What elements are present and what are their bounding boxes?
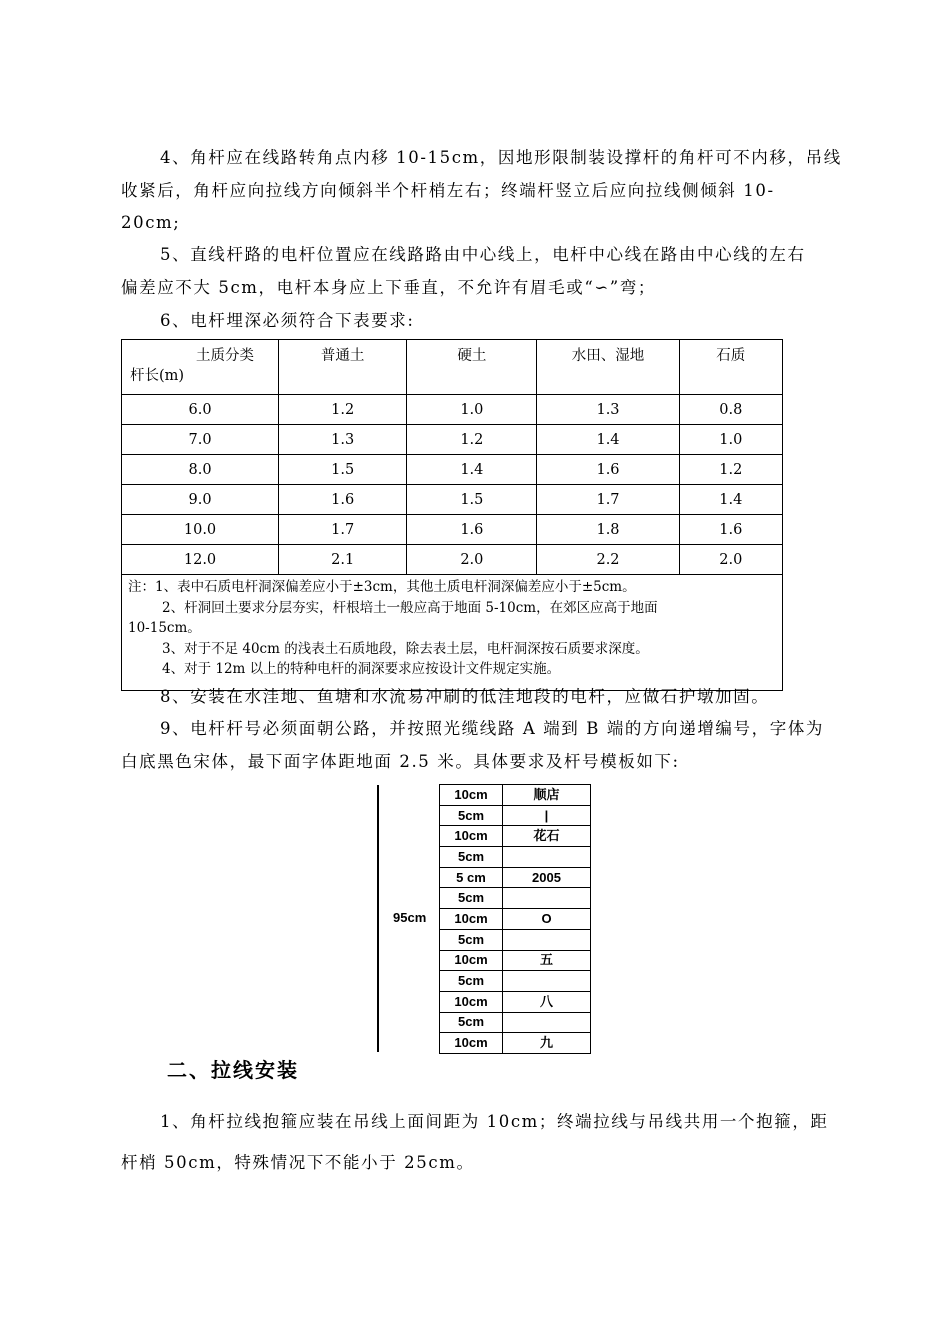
column-header: 普通土 bbox=[279, 340, 407, 395]
pole-length-cell: 6.0 bbox=[122, 395, 279, 425]
pole-length-cell: 8.0 bbox=[122, 455, 279, 485]
template-text bbox=[503, 929, 591, 950]
column-header: 硬土 bbox=[407, 340, 537, 395]
depth-cell: 1.3 bbox=[279, 425, 407, 455]
template-size: 10cm bbox=[440, 991, 503, 1012]
column-header: 石质 bbox=[679, 340, 782, 395]
depth-cell: 2.0 bbox=[679, 545, 782, 575]
para-8-line1: 8、安装在水洼地、鱼塘和水流易冲刷的低洼地段的电杆，应做石护墩加固。 bbox=[160, 687, 770, 706]
pole-length-cell: 12.0 bbox=[122, 545, 279, 575]
template-size: 5 cm bbox=[440, 867, 503, 888]
depth-cell: 1.8 bbox=[537, 515, 679, 545]
depth-cell: 1.3 bbox=[537, 395, 679, 425]
table-notes-row bbox=[122, 575, 783, 691]
depth-cell: 1.2 bbox=[679, 455, 782, 485]
template-text: 2005 bbox=[503, 867, 591, 888]
template-size: 5cm bbox=[440, 929, 503, 950]
template-text bbox=[503, 888, 591, 909]
depth-cell: 2.0 bbox=[407, 545, 537, 575]
template-text: 八 bbox=[503, 991, 591, 1012]
template-row bbox=[440, 971, 591, 992]
depth-cell: 0.8 bbox=[679, 395, 782, 425]
para-5-line1: 5、直线杆路的电杆位置应在线路路由中心线上，电杆中心线在路由中心线的左右 bbox=[160, 245, 806, 264]
template-size: 5cm bbox=[440, 888, 503, 909]
depth-cell: 1.6 bbox=[407, 515, 537, 545]
template-text bbox=[503, 971, 591, 992]
template-row bbox=[440, 909, 591, 930]
template-row bbox=[440, 867, 591, 888]
template-text: 五 bbox=[503, 950, 591, 971]
depth-cell: 1.2 bbox=[407, 425, 537, 455]
depth-cell: 1.0 bbox=[679, 425, 782, 455]
pole-number-template bbox=[439, 784, 591, 1054]
template-row bbox=[440, 847, 591, 868]
table-corner-cell bbox=[122, 340, 279, 395]
note-line: 3、对于不足 40cm 的浅表土石质地段，除去表土层，电杆洞深按石质要求深度。 bbox=[162, 640, 649, 657]
pole-height-line bbox=[377, 785, 379, 1052]
template-size: 5cm bbox=[440, 847, 503, 868]
template-text: O bbox=[503, 909, 591, 930]
para-9-line2: 白底黑色宋体，最下面字体距地面 2.5 米。具体要求及杆号模板如下: bbox=[121, 752, 680, 771]
pole-length-cell: 7.0 bbox=[122, 425, 279, 455]
depth-cell: 1.6 bbox=[679, 515, 782, 545]
template-row bbox=[440, 826, 591, 847]
depth-cell: 1.6 bbox=[537, 455, 679, 485]
depth-cell: 1.4 bbox=[537, 425, 679, 455]
template-size: 10cm bbox=[440, 826, 503, 847]
soil-type-label: 土质分类 bbox=[196, 348, 254, 364]
column-header: 水田、湿地 bbox=[537, 340, 679, 395]
template-text: 花石 bbox=[503, 826, 591, 847]
template-text: | bbox=[503, 805, 591, 826]
template-size: 5cm bbox=[440, 971, 503, 992]
table-row bbox=[122, 455, 783, 485]
depth-cell: 1.5 bbox=[279, 455, 407, 485]
para-6-line1: 6、电杆埋深必须符合下表要求: bbox=[160, 311, 415, 330]
template-text bbox=[503, 1012, 591, 1033]
para-4-line1: 4、角杆应在线路转角点内移 10-15cm，因地形限制装设撑杆的角杆可不内移，吊线 bbox=[160, 148, 842, 167]
depth-cell: 1.2 bbox=[279, 395, 407, 425]
depth-cell: 1.0 bbox=[407, 395, 537, 425]
note-line: 10-15cm。 bbox=[128, 620, 201, 636]
note-line: 2、杆洞回土要求分层夯实，杆根培土一般应高于地面 5-10cm，在郊区应高于地面 bbox=[162, 599, 658, 616]
depth-cell: 1.4 bbox=[407, 455, 537, 485]
note-line: 注：1、表中石质电杆洞深偏差应小于±3cm，其他土质电杆洞深偏差应小于±5cm。 bbox=[128, 579, 636, 595]
template-size: 10cm bbox=[440, 1033, 503, 1054]
depth-cell: 1.5 bbox=[407, 485, 537, 515]
template-text: 九 bbox=[503, 1033, 591, 1054]
para-5-line2: 偏差应不大 5cm，电杆本身应上下垂直，不允许有眉毛或“∽”弯； bbox=[121, 278, 657, 297]
template-size: 5cm bbox=[440, 805, 503, 826]
template-row bbox=[440, 785, 591, 806]
depth-cell: 1.7 bbox=[537, 485, 679, 515]
table-row bbox=[122, 545, 783, 575]
para-4-line3: 20cm; bbox=[121, 213, 181, 232]
template-size: 10cm bbox=[440, 950, 503, 971]
section-2-heading: 二、拉线安装 bbox=[167, 1058, 299, 1082]
para-9-line1: 9、电杆杆号必须面朝公路，并按照光缆线路 A 端到 B 端的方向递增编号，字体为 bbox=[160, 719, 825, 738]
pole-length-cell: 9.0 bbox=[122, 485, 279, 515]
pole-length-cell: 10.0 bbox=[122, 515, 279, 545]
pole-depth-table bbox=[121, 339, 783, 691]
section-2-para-1-line1: 1、角杆拉线抱箍应装在吊线上面间距为 10cm；终端拉线与吊线共用一个抱箍，距 bbox=[160, 1112, 829, 1131]
template-text: 顺店 bbox=[503, 785, 591, 806]
note-line: 4、对于 12m 以上的特种电杆的洞深要求应按设计文件规定实施。 bbox=[162, 661, 561, 677]
depth-cell: 1.7 bbox=[279, 515, 407, 545]
template-row bbox=[440, 929, 591, 950]
template-row bbox=[440, 1033, 591, 1054]
template-row bbox=[440, 950, 591, 971]
depth-cell: 2.1 bbox=[279, 545, 407, 575]
depth-cell: 1.4 bbox=[679, 485, 782, 515]
para-4-line2: 收紧后，角杆应向拉线方向倾斜半个杆梢左右；终端杆竖立后应向拉线侧倾斜 10- bbox=[121, 181, 775, 200]
template-row bbox=[440, 1012, 591, 1033]
template-row bbox=[440, 805, 591, 826]
template-row bbox=[440, 991, 591, 1012]
table-row bbox=[122, 515, 783, 545]
depth-cell: 2.2 bbox=[537, 545, 679, 575]
pole-length-label: 杆长(m) bbox=[130, 368, 185, 384]
section-2-para-1-line2: 杆梢 50cm，特殊情况下不能小于 25cm。 bbox=[121, 1153, 475, 1172]
template-text bbox=[503, 847, 591, 868]
pole-total-height: 95cm bbox=[393, 910, 427, 925]
table-row bbox=[122, 425, 783, 455]
table-row bbox=[122, 395, 783, 425]
template-size: 10cm bbox=[440, 785, 503, 806]
depth-cell: 1.6 bbox=[279, 485, 407, 515]
table-row bbox=[122, 485, 783, 515]
table-header-row bbox=[122, 340, 783, 395]
table-notes bbox=[122, 575, 783, 691]
template-row bbox=[440, 888, 591, 909]
template-size: 10cm bbox=[440, 909, 503, 930]
template-size: 5cm bbox=[440, 1012, 503, 1033]
